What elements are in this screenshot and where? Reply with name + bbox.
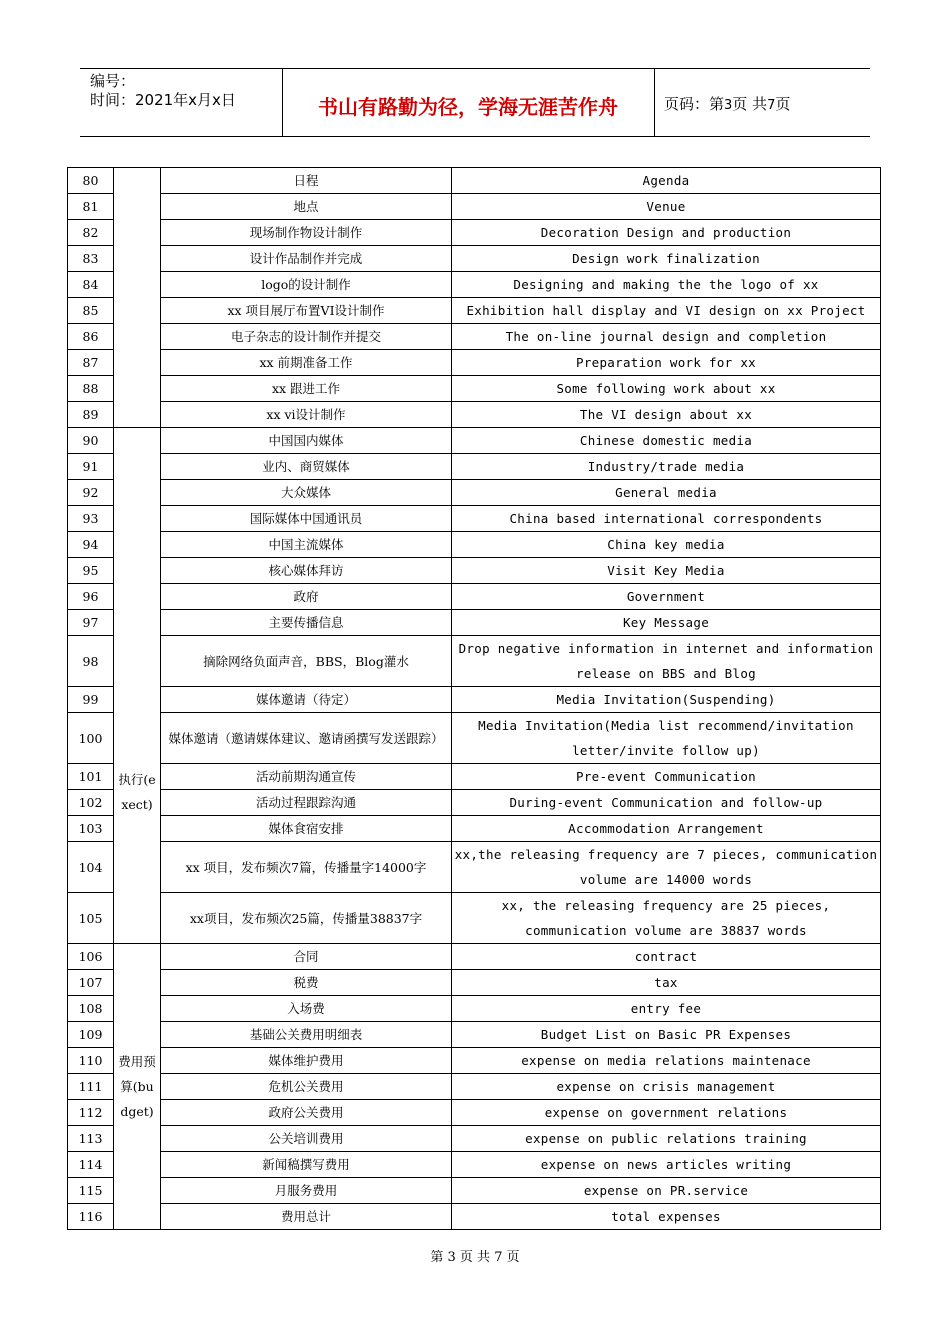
chinese-term: 政府 <box>161 584 452 610</box>
row-number: 110 <box>68 1048 114 1074</box>
row-number: 85 <box>68 298 114 324</box>
english-term: expense on PR.service <box>452 1178 881 1204</box>
table-row <box>68 1022 881 1048</box>
row-number: 91 <box>68 454 114 480</box>
row-number: 86 <box>68 324 114 350</box>
table-row <box>68 1048 881 1074</box>
english-term: expense on public relations training <box>452 1126 881 1152</box>
table-row <box>68 532 881 558</box>
chinese-term: 活动过程跟踪沟通 <box>161 790 452 816</box>
english-term: expense on media relations maintenace <box>452 1048 881 1074</box>
row-number: 109 <box>68 1022 114 1048</box>
chinese-term: 地点 <box>161 194 452 220</box>
table-row <box>68 790 881 816</box>
page-header <box>80 68 870 137</box>
table-row <box>68 272 881 298</box>
english-term: Designing and making the the logo of xx <box>452 272 881 298</box>
english-term: Design work finalization <box>452 246 881 272</box>
category-label: 费用预算(budget) <box>118 1054 156 1119</box>
table-row <box>68 402 881 428</box>
row-number: 111 <box>68 1074 114 1100</box>
table-row <box>68 1204 881 1230</box>
row-number: 98 <box>68 636 114 687</box>
table-row <box>68 944 881 970</box>
chinese-term: 设计作品制作并完成 <box>161 246 452 272</box>
chinese-term: 国际媒体中国通讯员 <box>161 506 452 532</box>
english-term: Government <box>452 584 881 610</box>
chinese-term: 入场费 <box>161 996 452 1022</box>
english-term: total expenses <box>452 1204 881 1230</box>
english-term: Chinese domestic media <box>452 428 881 454</box>
table-row <box>68 298 881 324</box>
header-meta <box>90 72 236 110</box>
english-term: Media Invitation(Media list recommend/invitation letter/invite follow up) <box>452 713 881 764</box>
row-number: 113 <box>68 1126 114 1152</box>
table-row <box>68 893 881 944</box>
english-term: expense on government relations <box>452 1100 881 1126</box>
header-motto: 书山有路勤为径，学海无涯苦作舟 <box>318 95 618 119</box>
chinese-term: 大众媒体 <box>161 480 452 506</box>
english-term: Agenda <box>452 168 881 194</box>
row-number: 87 <box>68 350 114 376</box>
chinese-term: 新闻稿撰写费用 <box>161 1152 452 1178</box>
glossary-table <box>67 167 881 1230</box>
english-term: Accommodation Arrangement <box>452 816 881 842</box>
table-row <box>68 506 881 532</box>
table-row <box>68 970 881 996</box>
table-row <box>68 1126 881 1152</box>
row-number: 100 <box>68 713 114 764</box>
english-term: General media <box>452 480 881 506</box>
row-number: 105 <box>68 893 114 944</box>
chinese-term: 电子杂志的设计制作并提交 <box>161 324 452 350</box>
table-row <box>68 687 881 713</box>
english-term: Drop negative information in internet and information release on BBS and Blog <box>452 636 881 687</box>
chinese-term: 现场制作物设计制作 <box>161 220 452 246</box>
table-row <box>68 842 881 893</box>
category-label: 执行(exect) <box>118 771 156 812</box>
row-number: 94 <box>68 532 114 558</box>
table-row <box>68 324 881 350</box>
category-cell <box>114 944 161 1230</box>
table-row <box>68 194 881 220</box>
table-row <box>68 610 881 636</box>
row-number: 96 <box>68 584 114 610</box>
english-term: Visit Key Media <box>452 558 881 584</box>
chinese-term: logo的设计制作 <box>161 272 452 298</box>
row-number: 81 <box>68 194 114 220</box>
page-footer: 第 3 页 共 7 页 <box>430 1250 520 1265</box>
chinese-term: xx项目，发布频次25篇，传播量38837字 <box>161 893 452 944</box>
row-number: 88 <box>68 376 114 402</box>
chinese-term: 活动前期沟通宣传 <box>161 764 452 790</box>
table-row <box>68 764 881 790</box>
table-row <box>68 816 881 842</box>
english-term: expense on crisis management <box>452 1074 881 1100</box>
chinese-term: xx 前期准备工作 <box>161 350 452 376</box>
row-number: 103 <box>68 816 114 842</box>
english-term: China key media <box>452 532 881 558</box>
chinese-term: 核心媒体拜访 <box>161 558 452 584</box>
english-term: entry fee <box>452 996 881 1022</box>
english-term: Pre-event Communication <box>452 764 881 790</box>
row-number: 82 <box>68 220 114 246</box>
category-cell <box>114 428 161 944</box>
table-row <box>68 584 881 610</box>
english-term: China based international correspondents <box>452 506 881 532</box>
table-row <box>68 558 881 584</box>
chinese-term: 危机公关费用 <box>161 1074 452 1100</box>
row-number: 112 <box>68 1100 114 1126</box>
chinese-term: 媒体维护费用 <box>161 1048 452 1074</box>
chinese-term: 中国主流媒体 <box>161 532 452 558</box>
table-row <box>68 713 881 764</box>
chinese-term: 摘除网络负面声音，BBS，Blog灌水 <box>161 636 452 687</box>
table-row <box>68 376 881 402</box>
table-row <box>68 246 881 272</box>
row-number: 90 <box>68 428 114 454</box>
table-row <box>68 1178 881 1204</box>
header-divider <box>654 69 655 136</box>
row-number: 89 <box>68 402 114 428</box>
english-term: Budget List on Basic PR Expenses <box>452 1022 881 1048</box>
row-number: 101 <box>68 764 114 790</box>
row-number: 80 <box>68 168 114 194</box>
chinese-term: 媒体邀请（待定） <box>161 687 452 713</box>
english-term: contract <box>452 944 881 970</box>
row-number: 99 <box>68 687 114 713</box>
table-row <box>68 1100 881 1126</box>
english-term: The on-line journal design and completion <box>452 324 881 350</box>
row-number: 93 <box>68 506 114 532</box>
time-label: 时间：2021年x月x日 <box>90 91 236 109</box>
english-term: Media Invitation(Suspending) <box>452 687 881 713</box>
chinese-term: xx 项目展厅布置VI设计制作 <box>161 298 452 324</box>
chinese-term: 公关培训费用 <box>161 1126 452 1152</box>
row-number: 92 <box>68 480 114 506</box>
table-row <box>68 168 881 194</box>
english-term: tax <box>452 970 881 996</box>
english-term: During-event Communication and follow-up <box>452 790 881 816</box>
row-number: 97 <box>68 610 114 636</box>
row-number: 104 <box>68 842 114 893</box>
chinese-term: 媒体邀请（邀请媒体建议、邀请函撰写发送跟踪） <box>161 713 452 764</box>
chinese-term: 基础公关费用明细表 <box>161 1022 452 1048</box>
row-number: 95 <box>68 558 114 584</box>
english-term: The VI design about xx <box>452 402 881 428</box>
table-row <box>68 220 881 246</box>
table-row <box>68 636 881 687</box>
table-row <box>68 480 881 506</box>
chinese-term: 日程 <box>161 168 452 194</box>
chinese-term: 业内、商贸媒体 <box>161 454 452 480</box>
chinese-term: 月服务费用 <box>161 1178 452 1204</box>
row-number: 83 <box>68 246 114 272</box>
header-page-info: 页码：第3页 共7页 <box>664 95 791 113</box>
english-term: Some following work about xx <box>452 376 881 402</box>
english-term: Decoration Design and production <box>452 220 881 246</box>
chinese-term: 中国国内媒体 <box>161 428 452 454</box>
row-number: 102 <box>68 790 114 816</box>
chinese-term: 媒体食宿安排 <box>161 816 452 842</box>
english-term: Exhibition hall display and VI design on xx Project <box>452 298 881 324</box>
row-number: 106 <box>68 944 114 970</box>
chinese-term: xx 项目，发布频次7篇，传播量字14000字 <box>161 842 452 893</box>
english-term: Industry/trade media <box>452 454 881 480</box>
english-term: Key Message <box>452 610 881 636</box>
serial-label: 编号： <box>90 72 136 90</box>
row-number: 116 <box>68 1204 114 1230</box>
chinese-term: 税费 <box>161 970 452 996</box>
table-row <box>68 454 881 480</box>
table-row <box>68 350 881 376</box>
row-number: 108 <box>68 996 114 1022</box>
category-cell <box>114 168 161 428</box>
chinese-term: xx vi设计制作 <box>161 402 452 428</box>
chinese-term: 费用总计 <box>161 1204 452 1230</box>
row-number: 84 <box>68 272 114 298</box>
english-term: xx, the releasing frequency are 25 pieces, communication volume are 38837 words <box>452 893 881 944</box>
row-number: 107 <box>68 970 114 996</box>
row-number: 115 <box>68 1178 114 1204</box>
table-row <box>68 428 881 454</box>
chinese-term: 合同 <box>161 944 452 970</box>
english-term: Venue <box>452 194 881 220</box>
english-term: expense on news articles writing <box>452 1152 881 1178</box>
table-row <box>68 1074 881 1100</box>
english-term: xx,the releasing frequency are 7 pieces, communication volume are 14000 words <box>452 842 881 893</box>
row-number: 114 <box>68 1152 114 1178</box>
chinese-term: xx 跟进工作 <box>161 376 452 402</box>
english-term: Preparation work for xx <box>452 350 881 376</box>
chinese-term: 政府公关费用 <box>161 1100 452 1126</box>
table-row <box>68 996 881 1022</box>
chinese-term: 主要传播信息 <box>161 610 452 636</box>
table-row <box>68 1152 881 1178</box>
